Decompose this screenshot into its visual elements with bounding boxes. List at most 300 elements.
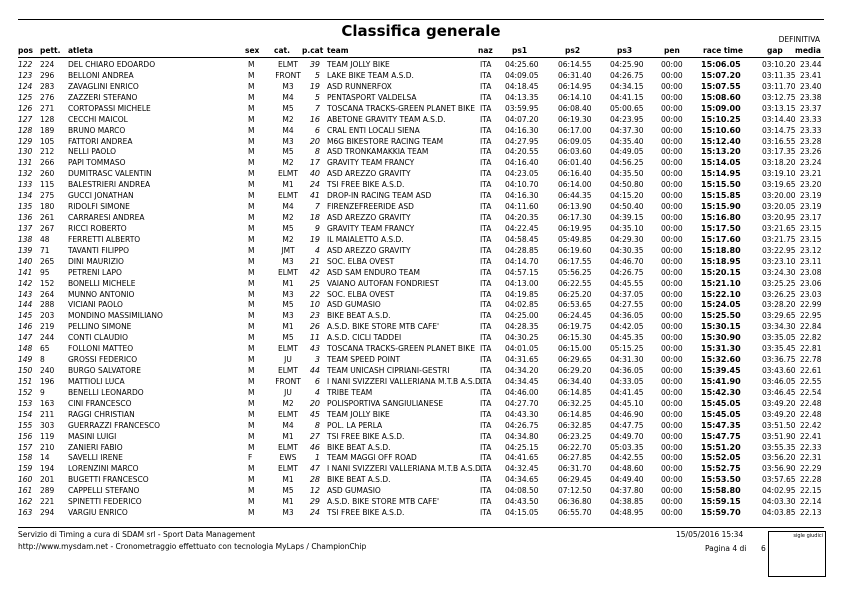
cell-naz: ITA [480,289,492,299]
cell-ps2: 06:14.85 [558,409,592,419]
cell-cat: M2 [282,158,294,168]
cell-pen: 00:00 [661,486,683,496]
cell-pcat: 6 [314,125,320,135]
cell-pos: 124 [18,81,33,91]
cell-pos: 130 [18,147,33,157]
cell-pos: 143 [18,289,33,299]
cell-pcat: 8 [314,147,320,157]
cell-pen: 00:00 [661,475,683,485]
col-ps3: ps3 [617,46,633,55]
cell-ps2: 06:16.40 [558,169,592,179]
cell-race-time: 15:10.25 [701,114,741,124]
cell-athlete: PELLINO SIMONE [68,322,132,332]
footer-url: http://www.mysdam.net - Cronometraggio effettuato con tecnologia MyLaps / ChampionChip [18,542,367,551]
cell-race-time: 15:39.45 [701,366,741,376]
cell-ps3: 04:50.40 [610,202,644,212]
cell-pos: 123 [18,70,33,80]
cell-ps2: 06:14.10 [558,92,592,102]
cell-ps1: 04:25.60 [505,60,539,69]
cell-athlete: TAVANTI FILIPPO [68,245,130,255]
cell-athlete: CARRARESI ANDREA [68,213,145,223]
cell-race-time: 15:22.10 [701,289,741,299]
cell-team: TRIBE TEAM [327,387,373,397]
cell-ps3: 04:46.90 [610,409,644,419]
table-row [18,496,824,507]
cell-media: 23.17 [800,213,822,223]
cell-pos: 162 [18,497,33,507]
cell-bib: 189 [40,125,55,135]
cell-athlete: BENELLI LEONARDO [68,387,144,397]
cell-media: 22.81 [800,344,822,354]
cell-ps1: 04:07.20 [505,114,539,124]
cell-sex: M [248,333,255,343]
cell-naz: ITA [480,147,492,157]
cell-bib: 275 [40,191,55,201]
cell-race-time: 15:15.50 [701,180,741,190]
cell-cat: ELMT [278,267,298,277]
table-row [18,179,824,190]
table-row [18,332,824,343]
cell-naz: ITA [480,442,492,452]
cell-athlete: MASINI LUIGI [68,431,117,441]
cell-cat: M4 [282,92,294,102]
cell-bib: 240 [40,366,55,376]
cell-sex: M [248,486,255,496]
cell-ps2: 06:19.75 [558,322,592,332]
cell-cat: M5 [282,486,294,496]
page-label: Pagina 4 di [705,544,747,553]
cell-ps1: 04:32.45 [505,464,539,474]
table-row [18,376,824,387]
cell-race-time: 15:25.50 [701,311,741,321]
cell-sex: M [248,376,255,386]
cell-media: 22.31 [800,453,822,463]
cell-ps2: 06:29.20 [558,366,592,376]
cell-team: BIKE BEAT A.S.D. [327,475,391,485]
cell-gap: 04:02.95 [762,486,796,496]
cell-cat: ELMT [278,366,298,376]
cell-team: IL MAIALETTO A.S.D. [327,234,404,244]
cell-pen: 00:00 [661,191,683,201]
cell-athlete: FERRETTI ALBERTO [68,234,141,244]
cell-naz: ITA [480,169,492,179]
table-row [18,70,824,81]
cell-race-time: 15:07.55 [701,81,741,91]
cell-ps2: 06:08.40 [558,103,592,113]
cell-media: 22.78 [800,355,822,365]
cell-gap: 03:57.65 [762,475,796,485]
cell-naz: ITA [480,431,492,441]
cell-media: 23.12 [800,245,822,255]
cell-ps1: 04:43.30 [505,409,539,419]
cell-race-time: 15:15.85 [701,191,741,201]
cell-gap: 03:56.90 [762,464,796,474]
cell-pen: 00:00 [661,289,683,299]
cell-ps3: 04:56.25 [610,158,644,168]
cell-media: 22.33 [800,442,822,452]
cell-naz: ITA [480,355,492,365]
cell-bib: 152 [40,278,55,288]
cell-sex: M [248,398,255,408]
cell-media: 23.33 [800,114,822,124]
cell-ps2: 06:23.25 [558,431,592,441]
cell-ps1: 04:34.65 [505,475,539,485]
cell-ps3: 04:47.75 [610,420,644,430]
cell-ps1: 04:20.55 [505,147,539,157]
cell-ps2: 06:14.85 [558,387,592,397]
cell-pos: 128 [18,125,33,135]
cell-naz: ITA [480,333,492,343]
col-race-time: race time [703,46,743,55]
cell-pos: 144 [18,300,33,310]
cell-athlete: VARGIU ENRICO [68,508,128,518]
cell-athlete: NELLI PAOLO [68,147,117,157]
signature-label: sigle giudici [793,533,823,539]
cell-team: A.S.D. BIKE STORE MTB CAFE' [327,322,440,332]
cell-sex: M [248,81,255,91]
cell-gap: 03:34.30 [762,322,796,332]
cell-ps3: 04:37.80 [610,486,644,496]
col-ps1: ps1 [512,46,528,55]
cell-cat: M3 [282,136,294,146]
cell-athlete: BELLONI ANDREA [68,70,134,80]
cell-ps2: 05:56.25 [558,267,592,277]
cell-team: FIRENZEFREERIDE ASD [327,202,414,212]
cell-media: 23.28 [800,136,822,146]
cell-bib: 288 [40,300,55,310]
cell-pen: 00:00 [661,114,683,124]
cell-ps3: 04:23.95 [610,114,644,124]
cell-cat: M1 [282,431,294,441]
cell-ps3: 05:15.25 [610,344,644,354]
table-row [18,278,824,289]
cell-pcat: 26 [309,322,320,332]
cell-pen: 00:00 [661,278,683,288]
cell-cat: ELMT [278,191,298,201]
cell-sex: M [248,431,255,441]
cell-pos: 158 [18,453,33,463]
cell-race-time: 15:24.05 [701,300,741,310]
cell-sex: M [248,213,255,223]
cell-bib: 212 [40,147,55,157]
cell-pen: 00:00 [661,453,683,463]
cell-pos: 163 [18,508,33,518]
cell-media: 23.44 [800,60,822,69]
cell-ps1: 04:19.85 [505,289,539,299]
cell-gap: 03:17.35 [762,147,796,157]
cell-bib: 289 [40,486,55,496]
cell-ps3: 04:35.50 [610,169,644,179]
cell-ps2: 06:27.85 [558,453,592,463]
cell-race-time: 15:20.15 [701,267,741,277]
cell-media: 23.15 [800,223,822,233]
cell-pos: 151 [18,376,33,386]
cell-media: 22.42 [800,420,822,430]
cell-cat: M5 [282,333,294,343]
table-row [18,201,824,212]
cell-media: 22.55 [800,376,822,386]
cell-ps2: 06:09.05 [558,136,592,146]
cell-ps3: 04:29.30 [610,234,644,244]
cell-sex: M [248,355,255,365]
cell-ps2: 06:29.65 [558,355,592,365]
cell-pcat: 24 [309,508,320,518]
cell-ps2: 06:19.95 [558,223,592,233]
cell-sex: M [248,114,255,124]
cell-naz: ITA [480,180,492,190]
cell-race-time: 15:15.90 [701,202,741,212]
cell-cat: ELMT [278,344,298,354]
cell-pen: 00:00 [661,136,683,146]
cell-ps2: 06:13.90 [558,202,592,212]
cell-media: 23.41 [800,70,822,80]
cell-naz: ITA [480,475,492,485]
cell-media: 22.13 [800,508,822,518]
cell-sex: M [248,223,255,233]
cell-ps1: 04:20.35 [505,213,539,223]
cell-bib: 211 [40,409,55,419]
cell-race-time: 15:10.60 [701,125,741,135]
cell-pos: 152 [18,387,33,397]
cell-cat: M2 [282,114,294,124]
cell-cat: M5 [282,103,294,113]
cell-pos: 147 [18,333,33,343]
col-pos: pos [18,46,33,55]
cell-cat: JU [284,387,292,397]
cell-ps3: 04:27.55 [610,300,644,310]
cell-media: 22.84 [800,322,822,332]
cell-pen: 00:00 [661,70,683,80]
cell-media: 23.11 [800,256,822,266]
cell-pos: 125 [18,92,33,102]
cell-media: 22.14 [800,497,822,507]
cell-athlete: GUERRAZZI FRANCESCO [68,420,160,430]
cell-team: SOC. ELBA OVEST [327,256,395,266]
cell-naz: ITA [480,409,492,419]
cell-ps3: 04:49.70 [610,431,644,441]
cell-sex: M [248,289,255,299]
cell-pos: 131 [18,158,33,168]
table-row [18,136,824,147]
cell-ps2: 06:34.40 [558,376,592,386]
cell-gap: 03:16.55 [762,136,796,146]
cell-athlete: CECCHI MAICOL [68,114,128,124]
cell-athlete: GROSSI FEDERICO [68,355,138,365]
cell-ps2: 06:31.40 [558,70,592,80]
cell-ps1: 04:25.15 [505,442,539,452]
cell-pen: 00:00 [661,169,683,179]
cell-pen: 00:00 [661,398,683,408]
cell-ps1: 04:18.45 [505,81,539,91]
cell-media: 22.28 [800,475,822,485]
cell-ps1: 04:11.60 [505,202,539,212]
cell-media: 23.08 [800,267,822,277]
cell-media: 22.29 [800,464,822,474]
cell-ps3: 04:25.90 [610,60,644,69]
cell-gap: 03:56.20 [762,453,796,463]
cell-ps1: 03:59.95 [505,103,539,113]
cell-team: ASD AREZZO GRAVITY [327,169,411,179]
cell-cat: FRONT [275,70,301,80]
cell-team: ASD AREZZO GRAVITY [327,245,411,255]
cell-race-time: 15:45.05 [701,409,741,419]
cell-race-time: 15:18.95 [701,256,741,266]
cell-pcat: 27 [309,431,320,441]
cell-media: 22.48 [800,409,822,419]
cell-gap: 03:29.65 [762,311,796,321]
cell-naz: ITA [480,344,492,354]
cell-pen: 00:00 [661,311,683,321]
cell-pos: 155 [18,420,33,430]
cell-ps1: 04:30.25 [505,333,539,343]
cell-ps3: 04:45.55 [610,278,644,288]
cell-team: ASD RUNNERFOX [327,81,392,91]
cell-naz: ITA [480,125,492,135]
cell-ps1: 04:16.40 [505,158,539,168]
cell-ps3: 04:45.10 [610,398,644,408]
cell-ps2: 06:25.20 [558,289,592,299]
cell-naz: ITA [480,202,492,212]
cell-sex: M [248,464,255,474]
cell-ps1: 04:25.00 [505,311,539,321]
cell-pen: 00:00 [661,202,683,212]
cell-ps3: 04:26.75 [610,267,644,277]
col-cat: cat. [274,46,290,55]
cell-ps1: 04:46.00 [505,387,539,397]
cell-cat: ELMT [278,464,298,474]
col-media: media [795,46,821,55]
cell-team: POLISPORTIVA SANGIULIANESE [327,398,444,408]
col-pett: pett. [40,46,61,55]
cell-pcat: 4 [314,387,320,397]
cell-sex: M [248,202,255,212]
cell-media: 23.03 [800,289,822,299]
table-row [18,409,824,420]
cell-race-time: 15:51.20 [701,442,741,452]
cell-gap: 03:46.05 [762,376,796,386]
cell-ps2: 06:24.45 [558,311,592,321]
cell-pcat: 7 [314,202,320,212]
cell-ps2: 06:15.00 [558,344,592,354]
cell-pen: 00:00 [661,420,683,430]
col-pen: pen [664,46,680,55]
cell-gap: 03:19.10 [762,169,796,179]
cell-pcat: 29 [309,497,320,507]
cell-bib: 14 [40,453,50,463]
table-row [18,289,824,300]
cell-ps3: 04:45.35 [610,333,644,343]
cell-team: TSI FREE BIKE A.S.D. [327,508,405,518]
cell-athlete: ZAZZERI STEFANO [68,92,138,102]
cell-pcat: 22 [309,289,320,299]
cell-pcat: 3 [314,355,320,365]
cell-bib: 9 [40,387,45,397]
cell-cat: M1 [282,475,294,485]
cell-pcat: 45 [309,409,320,419]
cell-pcat: 44 [309,366,320,376]
cell-sex: M [248,508,255,518]
cell-pen: 00:00 [661,147,683,157]
table-row [18,103,824,114]
cell-athlete: PAPI TOMMASO [68,158,126,168]
cell-race-time: 15:59.15 [701,497,741,507]
table-row [18,81,824,92]
cell-pen: 00:00 [661,256,683,266]
cell-athlete: SPINETTI FEDERICO [68,497,142,507]
cell-pcat: 12 [309,486,320,496]
cell-ps2: 06:31.70 [558,464,592,474]
cell-naz: ITA [480,366,492,376]
cell-ps2: 06:19.60 [558,245,592,255]
cell-team: A.S.D. BIKE STORE MTB CAFE' [327,497,440,507]
cell-naz: ITA [480,158,492,168]
cell-ps1: 04:27.95 [505,136,539,146]
cell-naz: ITA [480,267,492,277]
table-row [18,343,824,354]
cell-gap: 03:10.20 [762,60,796,69]
cell-race-time: 15:45.05 [701,398,741,408]
footer-rule [18,527,824,528]
cell-bib: 276 [40,92,55,102]
cell-pcat: 25 [309,278,320,288]
cell-pcat: 7 [314,103,320,113]
table-row [18,431,824,442]
cell-pen: 00:00 [661,344,683,354]
cell-pen: 00:00 [661,245,683,255]
cell-ps2: 06:22.55 [558,278,592,288]
cell-ps2: 06:01.40 [558,158,592,168]
cell-gap: 03:18.20 [762,158,796,168]
cell-pen: 00:00 [661,464,683,474]
cell-pen: 00:00 [661,508,683,518]
cell-cat: M3 [282,256,294,266]
cell-media: 23.40 [800,81,822,91]
cell-athlete: VICIANI PAOLO [68,300,123,310]
cell-athlete: LORENZINI MARCO [68,464,139,474]
cell-gap: 04:03.85 [762,508,796,518]
cell-pcat: 20 [309,398,320,408]
cell-race-time: 15:13.20 [701,147,741,157]
cell-ps2: 06:53.65 [558,300,592,310]
cell-race-time: 15:14.05 [701,158,741,168]
cell-pos: 139 [18,245,33,255]
cell-gap: 03:12.75 [762,92,796,102]
cell-pos: 154 [18,409,33,419]
cell-ps2: 06:32.25 [558,398,592,408]
cell-bib: 265 [40,256,55,266]
cell-sex: M [248,344,255,354]
cell-pcat: 39 [309,60,320,69]
cell-ps3: 04:15.20 [610,191,644,201]
table-row [18,168,824,179]
cell-race-time: 15:52.05 [701,453,741,463]
cell-gap: 03:11.35 [762,70,796,80]
cell-bib: 210 [40,442,55,452]
cell-race-time: 15:09.00 [701,103,741,113]
cell-team: BIKE BEAT A.S.D. [327,311,391,321]
cell-naz: ITA [480,322,492,332]
cell-team: ASD SAM ENDURO TEAM [327,267,420,277]
cell-ps1: 04:13.00 [505,278,539,288]
cell-ps3: 04:33.05 [610,376,644,386]
cell-team: TEAM UNICASH CIPRIANI-GESTRI [327,366,450,376]
cell-pcat: 42 [309,267,320,277]
cell-bib: 294 [40,508,55,518]
cell-team: A.S.D. CICLI TADDEI [327,333,402,343]
cell-pos: 122 [18,60,33,69]
cell-ps3: 04:36.05 [610,366,644,376]
cell-cat: ELMT [278,169,298,179]
